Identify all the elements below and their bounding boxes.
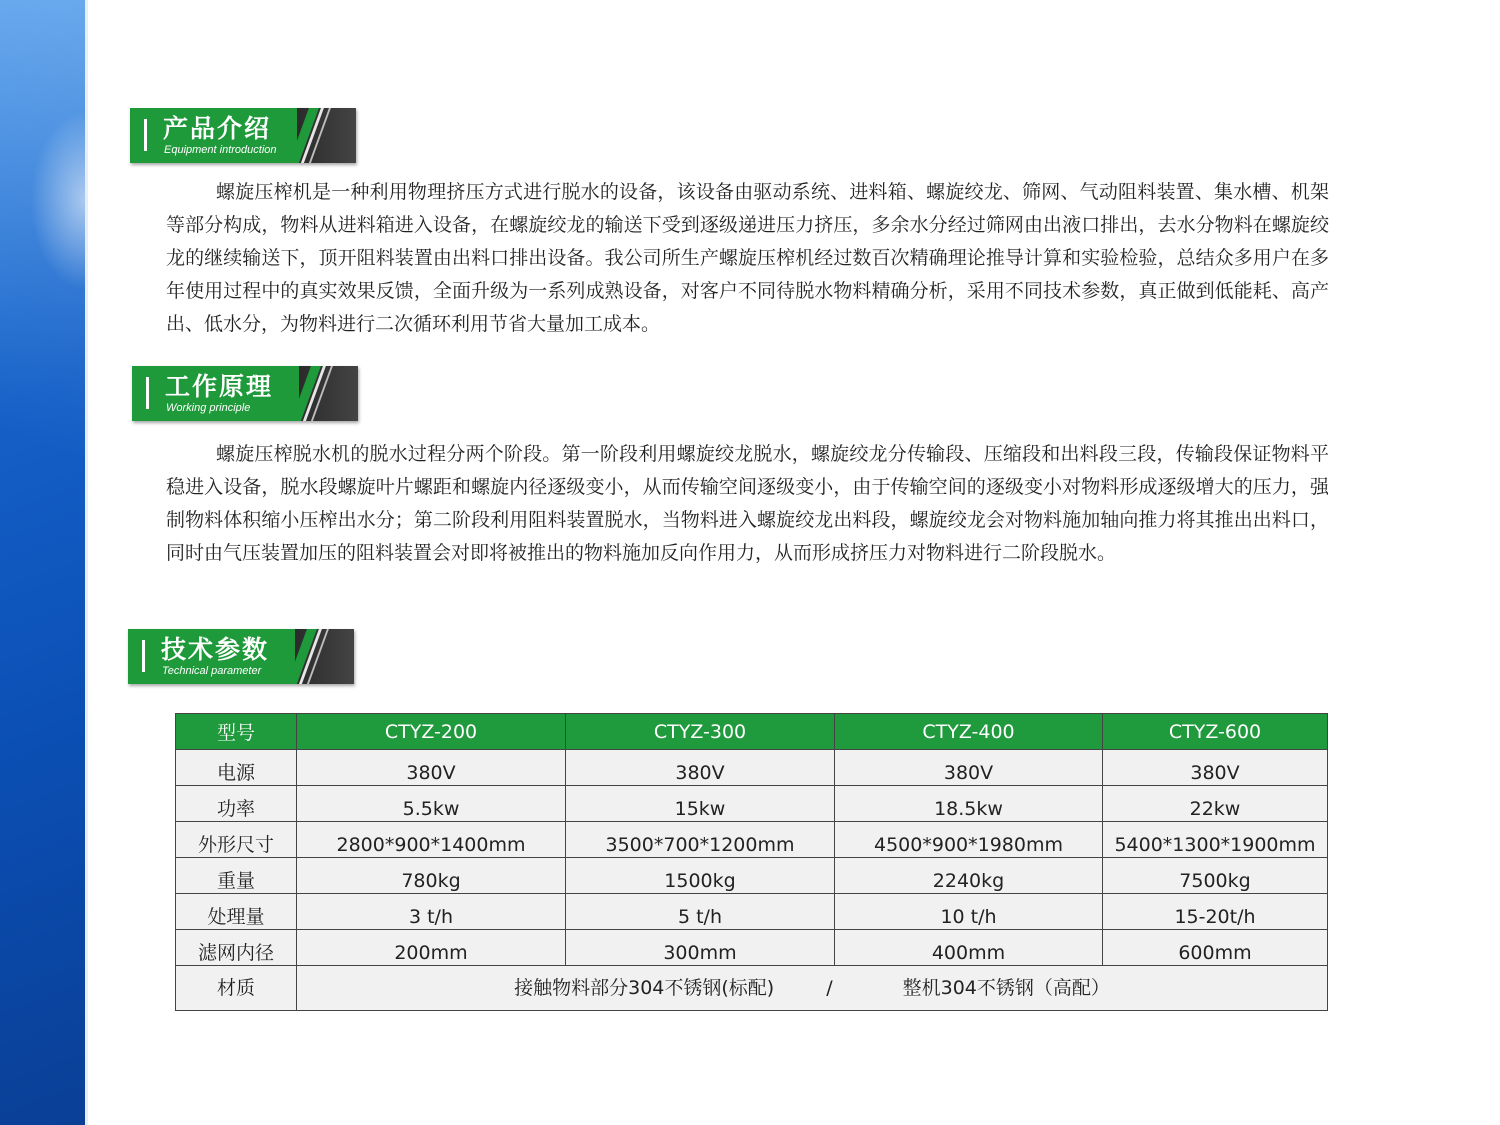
header-cell: CTYZ-300: [566, 714, 835, 750]
section-header-intro: [130, 108, 356, 163]
table-cell: 10 t/h: [835, 894, 1103, 930]
section-title: 工作原理: [165, 372, 274, 401]
table-cell: 380V: [566, 750, 835, 786]
section-header-principle: [132, 366, 358, 421]
table-cell: 15kw: [566, 786, 835, 822]
header-cell: CTYZ-400: [835, 714, 1103, 750]
header-bar-icon: [142, 640, 145, 672]
section-header-params: [128, 629, 354, 684]
table-cell: 380V: [297, 750, 566, 786]
table-cell: 400mm: [835, 930, 1103, 966]
table-cell: 2240kg: [835, 858, 1103, 894]
table-row-material: [176, 966, 1328, 1011]
table-cell: 22kw: [1103, 786, 1328, 822]
table-cell: 18.5kw: [835, 786, 1103, 822]
row-label: 材质: [176, 966, 297, 1011]
table-cell: 380V: [1103, 750, 1328, 786]
row-label: 处理量: [176, 894, 297, 930]
table-cell: 5.5kw: [297, 786, 566, 822]
material-high: 整机304不锈钢（高配）: [902, 977, 1110, 999]
table-cell: 5 t/h: [566, 894, 835, 930]
header-cell: CTYZ-200: [297, 714, 566, 750]
side-decoration-band: [0, 0, 85, 1125]
table-cell: 15-20t/h: [1103, 894, 1328, 930]
table-cell: 3 t/h: [297, 894, 566, 930]
table-cell: 200mm: [297, 930, 566, 966]
row-label: 重量: [176, 858, 297, 894]
row-label: 外形尺寸: [176, 822, 297, 858]
section-subtitle: Working principle: [166, 402, 251, 414]
row-label: 电源: [176, 750, 297, 786]
table-cell: 4500*900*1980mm: [835, 822, 1103, 858]
row-label: 滤网内径: [176, 930, 297, 966]
table-cell: 2800*900*1400mm: [297, 822, 566, 858]
material-standard: 接触物料部分304不锈钢(标配): [514, 977, 775, 999]
header-bar-icon: [146, 377, 149, 409]
row-label: 功率: [176, 786, 297, 822]
table-row: [176, 930, 1328, 966]
section-subtitle: Technical parameter: [162, 665, 262, 677]
section-title: 技术参数: [161, 635, 270, 664]
table-row: [176, 750, 1328, 786]
table-cell: 300mm: [566, 930, 835, 966]
table-cell: 7500kg: [1103, 858, 1328, 894]
table-row: [176, 894, 1328, 930]
material-separator: /: [826, 977, 833, 999]
table-row: [176, 858, 1328, 894]
spec-table: [175, 713, 1328, 1011]
header-bar-icon: [144, 119, 147, 151]
header-cell-model: 型号: [176, 714, 297, 750]
principle-paragraph: 螺旋压榨脱水机的脱水过程分两个阶段。第一阶段利用螺旋绞龙脱水，螺旋绞龙分传输段、压缩段和出料段三段，传输段保证物料平稳进入设备，脱水段螺旋叶片螺距和螺旋内径逐级变小，从而传输空间逐级变小，由于传输空间的逐级变小对物料形成逐级增大的压力，强制物料体积缩小压榨出水分；第二阶段利用阻料装置脱水，当物料进入螺旋绞龙出料段，螺旋绞龙会对物料施加轴向推力将其推出出料口，同时由气压装置加压的阻料装置会对即将被推出的物料施加反向作用力，从而形成挤压力对物料进行二阶段脱水。: [166, 443, 1329, 564]
header-cell: CTYZ-600: [1103, 714, 1328, 750]
table-cell: 5400*1300*1900mm: [1103, 822, 1328, 858]
table-cell: 380V: [835, 750, 1103, 786]
section-title: 产品介绍: [163, 114, 272, 143]
material-cell: [297, 966, 1328, 1011]
table-header-row: [176, 714, 1328, 750]
table-row: [176, 786, 1328, 822]
intro-paragraph: 螺旋压榨机是一种利用物理挤压方式进行脱水的设备，该设备由驱动系统、进料箱、螺旋绞龙、筛网、气动阻料装置、集水槽、机架等部分构成，物料从进料箱进入设备，在螺旋绞龙的输送下受到逐级递进压力挤压，多余水分经过筛网由出液口排出，去水分物料在螺旋绞龙的继续输送下，顶开阻料装置由出料口排出设备。我公司所生产螺旋压榨机经过数百次精确理论推导计算和实验检验，总结众多用户在多年使用过程中的真实效果反馈，全面升级为一系列成熟设备，对客户不同待脱水物料精确分析，采用不同技术参数，真正做到低能耗、高产出、低水分，为物料进行二次循环利用节省大量加工成本。: [166, 181, 1329, 335]
table-row: [176, 822, 1328, 858]
table-cell: 780kg: [297, 858, 566, 894]
table-cell: 3500*700*1200mm: [566, 822, 835, 858]
section-subtitle: Equipment introduction: [164, 144, 277, 156]
table-cell: 600mm: [1103, 930, 1328, 966]
table-cell: 1500kg: [566, 858, 835, 894]
page-divider: [85, 0, 88, 1125]
